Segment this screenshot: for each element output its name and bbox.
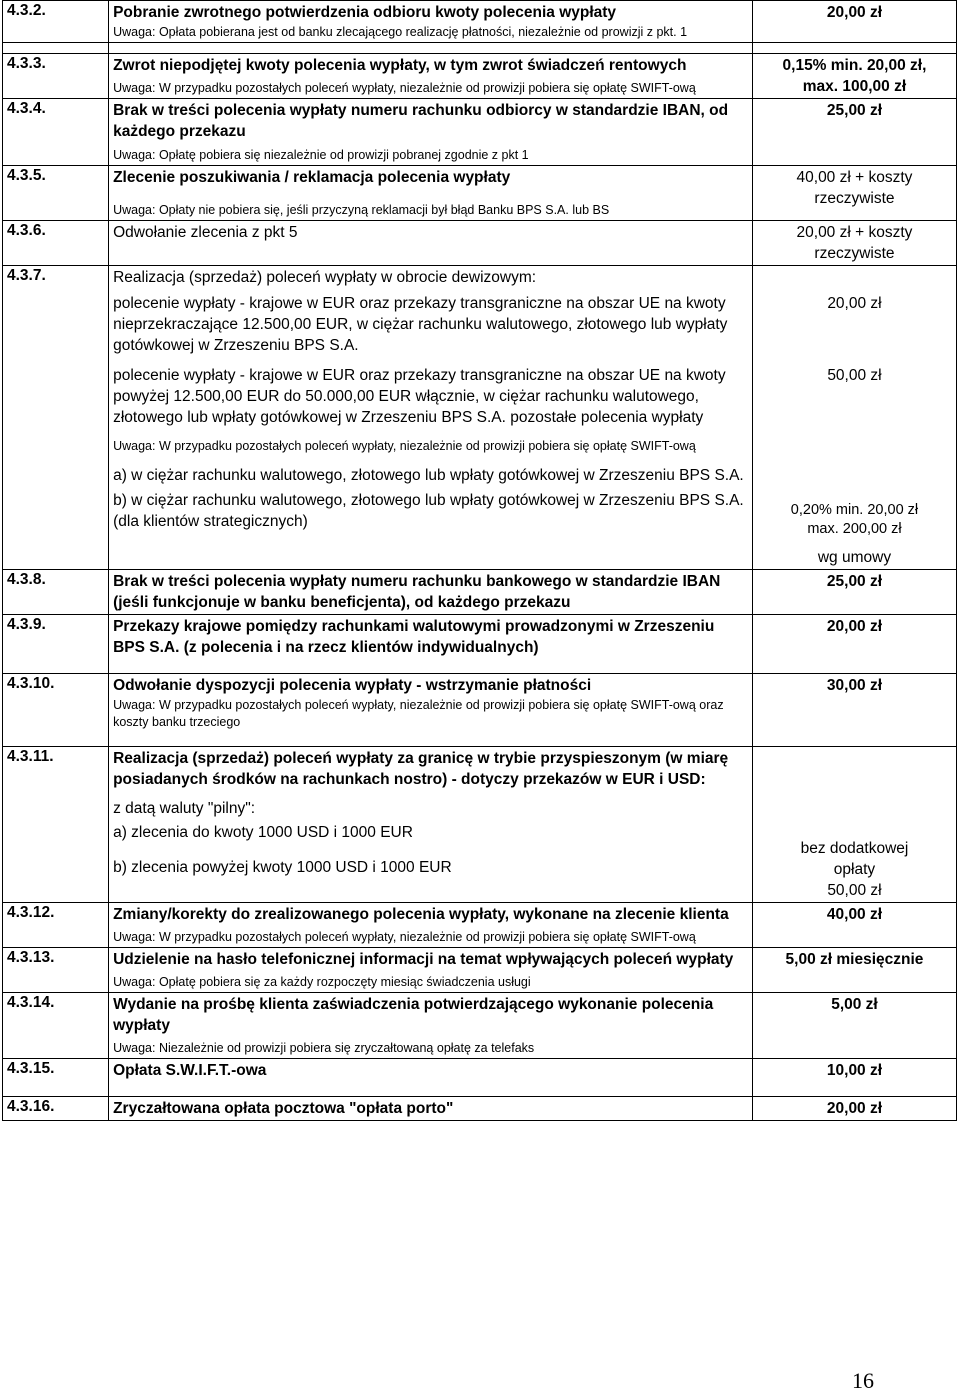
item-fee <box>752 99 956 166</box>
fee-row-4-3-14 <box>3 993 957 1059</box>
item-paragraph: polecenie wypłaty - krajowe w EUR oraz przekazy transgraniczne na obszar UE na kwoty powyżej 12.500,00 EUR do 50.000,00 EUR włącznie, w ciężar rachunku walutowego, złotowego lub wpłaty gotówkowej w Zrzeszeniu BPS S.A. pozostałe polecenia wypłaty <box>113 367 726 426</box>
item-number: 4.3.3. <box>3 54 109 99</box>
item-description <box>109 266 753 570</box>
fee-value: 25,00 zł <box>826 573 883 590</box>
item-title: Brak w treści polecenia wypłaty numeru rachunku bankowego w standardzie IBAN (jeśli funkcjonuje w banku beneficjenta), od każdego przekazu <box>113 573 721 611</box>
fee-row-4-3-16 <box>3 1097 957 1121</box>
fee-row-4-3-3 <box>3 54 957 99</box>
fee-row-4-3-6 <box>3 221 957 266</box>
item-note: Uwaga: Opłata pobierana jest od banku zlecającego realizację płatności, niezależnie od prowizji z pkt. 1 <box>113 25 688 39</box>
item-fee <box>752 1059 956 1097</box>
item-note: Uwaga: Opłaty nie pobiera się, jeśli przyczyną reklamacji był błąd Banku BPS S.A. lub BS <box>113 203 610 217</box>
item-title: Brak w treści polecenia wypłaty numeru rachunku odbiorcy w standardzie IBAN, od każdego przekazu <box>113 102 729 140</box>
item-note: Uwaga: Opłatę pobiera się za każdy rozpoczęty miesiąc świadczenia usługi <box>113 975 531 989</box>
fee-value: 25,00 zł <box>826 102 883 119</box>
fee-value: 20,00 zł <box>826 4 883 21</box>
item-description <box>109 54 753 99</box>
item-title: Pobranie zwrotnego potwierdzenia odbioru kwoty polecenia wypłaty <box>113 4 617 21</box>
fee-row-4-3-10 <box>3 674 957 747</box>
item-subheading: z datą waluty "pilny": <box>113 800 256 817</box>
fee-value: 20,00 zł <box>827 295 882 312</box>
item-note: Uwaga: W przypadku pozostałych poleceń wypłaty, niezależnie od prowizji pobiera się opłatę SWIFT-ową oraz koszty banku trzeciego <box>113 698 724 729</box>
fee-row-4-3-4 <box>3 99 957 166</box>
item-description <box>109 948 753 993</box>
item-title: Odwołanie zlecenia z pkt 5 <box>113 224 298 241</box>
item-note: Uwaga: Opłatę pobiera się niezależnie od prowizji pobranej zgodnie z pkt 1 <box>113 148 529 162</box>
fee-row-4-3-13 <box>3 948 957 993</box>
item-number: 4.3.12. <box>3 903 109 948</box>
item-title: Zwrot niepodjętej kwoty polecenia wypłaty, w tym zwrot świadczeń rentowych <box>113 57 687 74</box>
fee-value: 20,00 zł <box>826 618 883 635</box>
fee-row-4-3-7 <box>3 266 957 570</box>
item-title: Przekazy krajowe pomiędzy rachunkami walutowymi prowadzonymi w Zrzeszeniu BPS S.A. (z polecenia i na rzecz klientów indywidualnych) <box>113 618 715 656</box>
item-fee <box>752 747 956 903</box>
item-fee <box>752 166 956 221</box>
item-description <box>109 993 753 1059</box>
item-note: Uwaga: W przypadku pozostałych poleceń wypłaty, niezależnie od prowizji pobiera się opłatę SWIFT-ową <box>113 930 696 944</box>
item-fee <box>752 1 956 43</box>
item-note: Uwaga: Niezależnie od prowizji pobiera się zryczałtowaną opłatę za telefaks <box>113 1041 535 1055</box>
item-number: 4.3.11. <box>3 747 109 903</box>
item-number: 4.3.6. <box>3 221 109 266</box>
item-description <box>109 903 753 948</box>
item-description <box>109 1 753 43</box>
item-fee <box>752 1097 956 1121</box>
fee-value: 30,00 zł <box>826 677 883 694</box>
item-description <box>109 99 753 166</box>
item-number: 4.3.8. <box>3 570 109 615</box>
item-fee <box>752 54 956 99</box>
fee-value: 5,00 zł miesięcznie <box>785 951 924 968</box>
item-title: Zlecenie poszukiwania / reklamacja polecenia wypłaty <box>113 169 511 186</box>
item-fee <box>752 266 956 570</box>
item-description <box>109 747 753 903</box>
item-number: 4.3.5. <box>3 166 109 221</box>
item-number: 4.3.13. <box>3 948 109 993</box>
item-title: Zryczałtowana opłata pocztowa "opłata porto" <box>113 1100 454 1117</box>
item-number: 4.3.4. <box>3 99 109 166</box>
page-number: 16 <box>852 1368 874 1393</box>
fee-row-4-3-8 <box>3 570 957 615</box>
fee-value: rzeczywiste <box>814 190 895 207</box>
item-number: 4.3.2. <box>3 1 109 43</box>
separator-row <box>3 43 957 54</box>
item-option-b: b) zlecenia powyżej kwoty 1000 USD i 1000 EUR <box>113 859 452 876</box>
fee-row-4-3-15 <box>3 1059 957 1097</box>
fee-value: wg umowy <box>817 549 892 566</box>
item-option-a: a) zlecenia do kwoty 1000 USD i 1000 EUR <box>113 824 413 841</box>
item-fee <box>752 221 956 266</box>
item-description <box>109 674 753 747</box>
fee-value: max. 100,00 zł <box>802 78 907 95</box>
fee-value: 40,00 zł + koszty <box>796 169 913 186</box>
fee-value: bez dodatkowej <box>800 840 909 857</box>
item-option-a: a) w ciężar rachunku walutowego, złotowego lub wpłaty gotówkowej w Zrzeszeniu BPS S.A. <box>113 467 744 484</box>
item-title: Udzielenie na hasło telefonicznej informacji na temat wpływających poleceń wypłaty <box>113 951 734 968</box>
item-fee <box>752 674 956 747</box>
item-fee <box>752 615 956 674</box>
item-option-b: b) w ciężar rachunku walutowego, złotowego lub wpłaty gotówkowej w Zrzeszeniu BPS S.A. (dla klientów strategicznych) <box>113 492 744 530</box>
item-fee <box>752 948 956 993</box>
fee-row-4-3-11 <box>3 747 957 903</box>
item-number: 4.3.15. <box>3 1059 109 1097</box>
item-description <box>109 615 753 674</box>
item-number: 4.3.16. <box>3 1097 109 1121</box>
item-note: Uwaga: W przypadku pozostałych poleceń wypłaty, niezależnie od prowizji pobiera się opłatę SWIFT-ową <box>113 439 696 453</box>
item-title: Odwołanie dyspozycji polecenia wypłaty - wstrzymanie płatności <box>113 677 592 694</box>
item-fee <box>752 570 956 615</box>
fee-row-4-3-9 <box>3 615 957 674</box>
item-title: Zmiany/korekty do zrealizowanego polecenia wypłaty, wykonane na zlecenie klienta <box>113 906 729 923</box>
fee-row-4-3-12 <box>3 903 957 948</box>
fee-value: max. 200,00 zł <box>807 521 902 537</box>
item-title: Realizacja (sprzedaż) poleceń wypłaty w obrocie dewizowym: <box>113 269 537 286</box>
item-description <box>109 1059 753 1097</box>
fee-value: 20,00 zł <box>826 1100 883 1117</box>
item-number: 4.3.10. <box>3 674 109 747</box>
fee-value: 0,20% min. 20,00 zł <box>790 502 919 518</box>
item-title: Realizacja (sprzedaż) poleceń wypłaty za granicę w trybie przyspieszonym (w miarę posiadanych środków na rachunkach nostro) - dotyczy przekazów w EUR i USD: <box>113 750 729 788</box>
item-note: Uwaga: W przypadku pozostałych poleceń wypłaty, niezależnie od prowizji pobiera się opłatę SWIFT-ową <box>113 81 696 95</box>
fee-value: rzeczywiste <box>814 245 895 262</box>
item-description <box>109 221 753 266</box>
fee-row-4-3-5 <box>3 166 957 221</box>
fee-row-4-3-2 <box>3 1 957 43</box>
item-description <box>109 166 753 221</box>
fee-value: 5,00 zł <box>831 996 878 1013</box>
item-fee <box>752 993 956 1059</box>
fees-table <box>2 0 957 1121</box>
item-number: 4.3.14. <box>3 993 109 1059</box>
fee-value: 50,00 zł <box>827 367 882 384</box>
fee-value: 40,00 zł <box>826 906 883 923</box>
item-fee <box>752 903 956 948</box>
fee-value: 20,00 zł + koszty <box>796 224 913 241</box>
item-description <box>109 1097 753 1121</box>
item-title: Wydanie na prośbę klienta zaświadczenia potwierdzającego wykonanie polecenia wypłaty <box>113 996 714 1034</box>
fee-value: opłaty <box>833 861 876 878</box>
item-paragraph: polecenie wypłaty - krajowe w EUR oraz przekazy transgraniczne na obszar UE na kwoty nieprzekraczające 12.500,00 EUR, w ciężar rachunku walutowego, złotowego lub wypłaty gotówkowej w Zrzeszeniu BPS S.A. <box>113 295 728 354</box>
item-number: 4.3.9. <box>3 615 109 674</box>
fee-value: 10,00 zł <box>826 1062 883 1079</box>
item-description <box>109 570 753 615</box>
item-title: Opłata S.W.I.F.T.-owa <box>113 1062 267 1079</box>
item-number: 4.3.7. <box>3 266 109 570</box>
fee-value: 0,15% min. 20,00 zł, <box>782 57 927 74</box>
fee-value: 50,00 zł <box>827 882 882 899</box>
